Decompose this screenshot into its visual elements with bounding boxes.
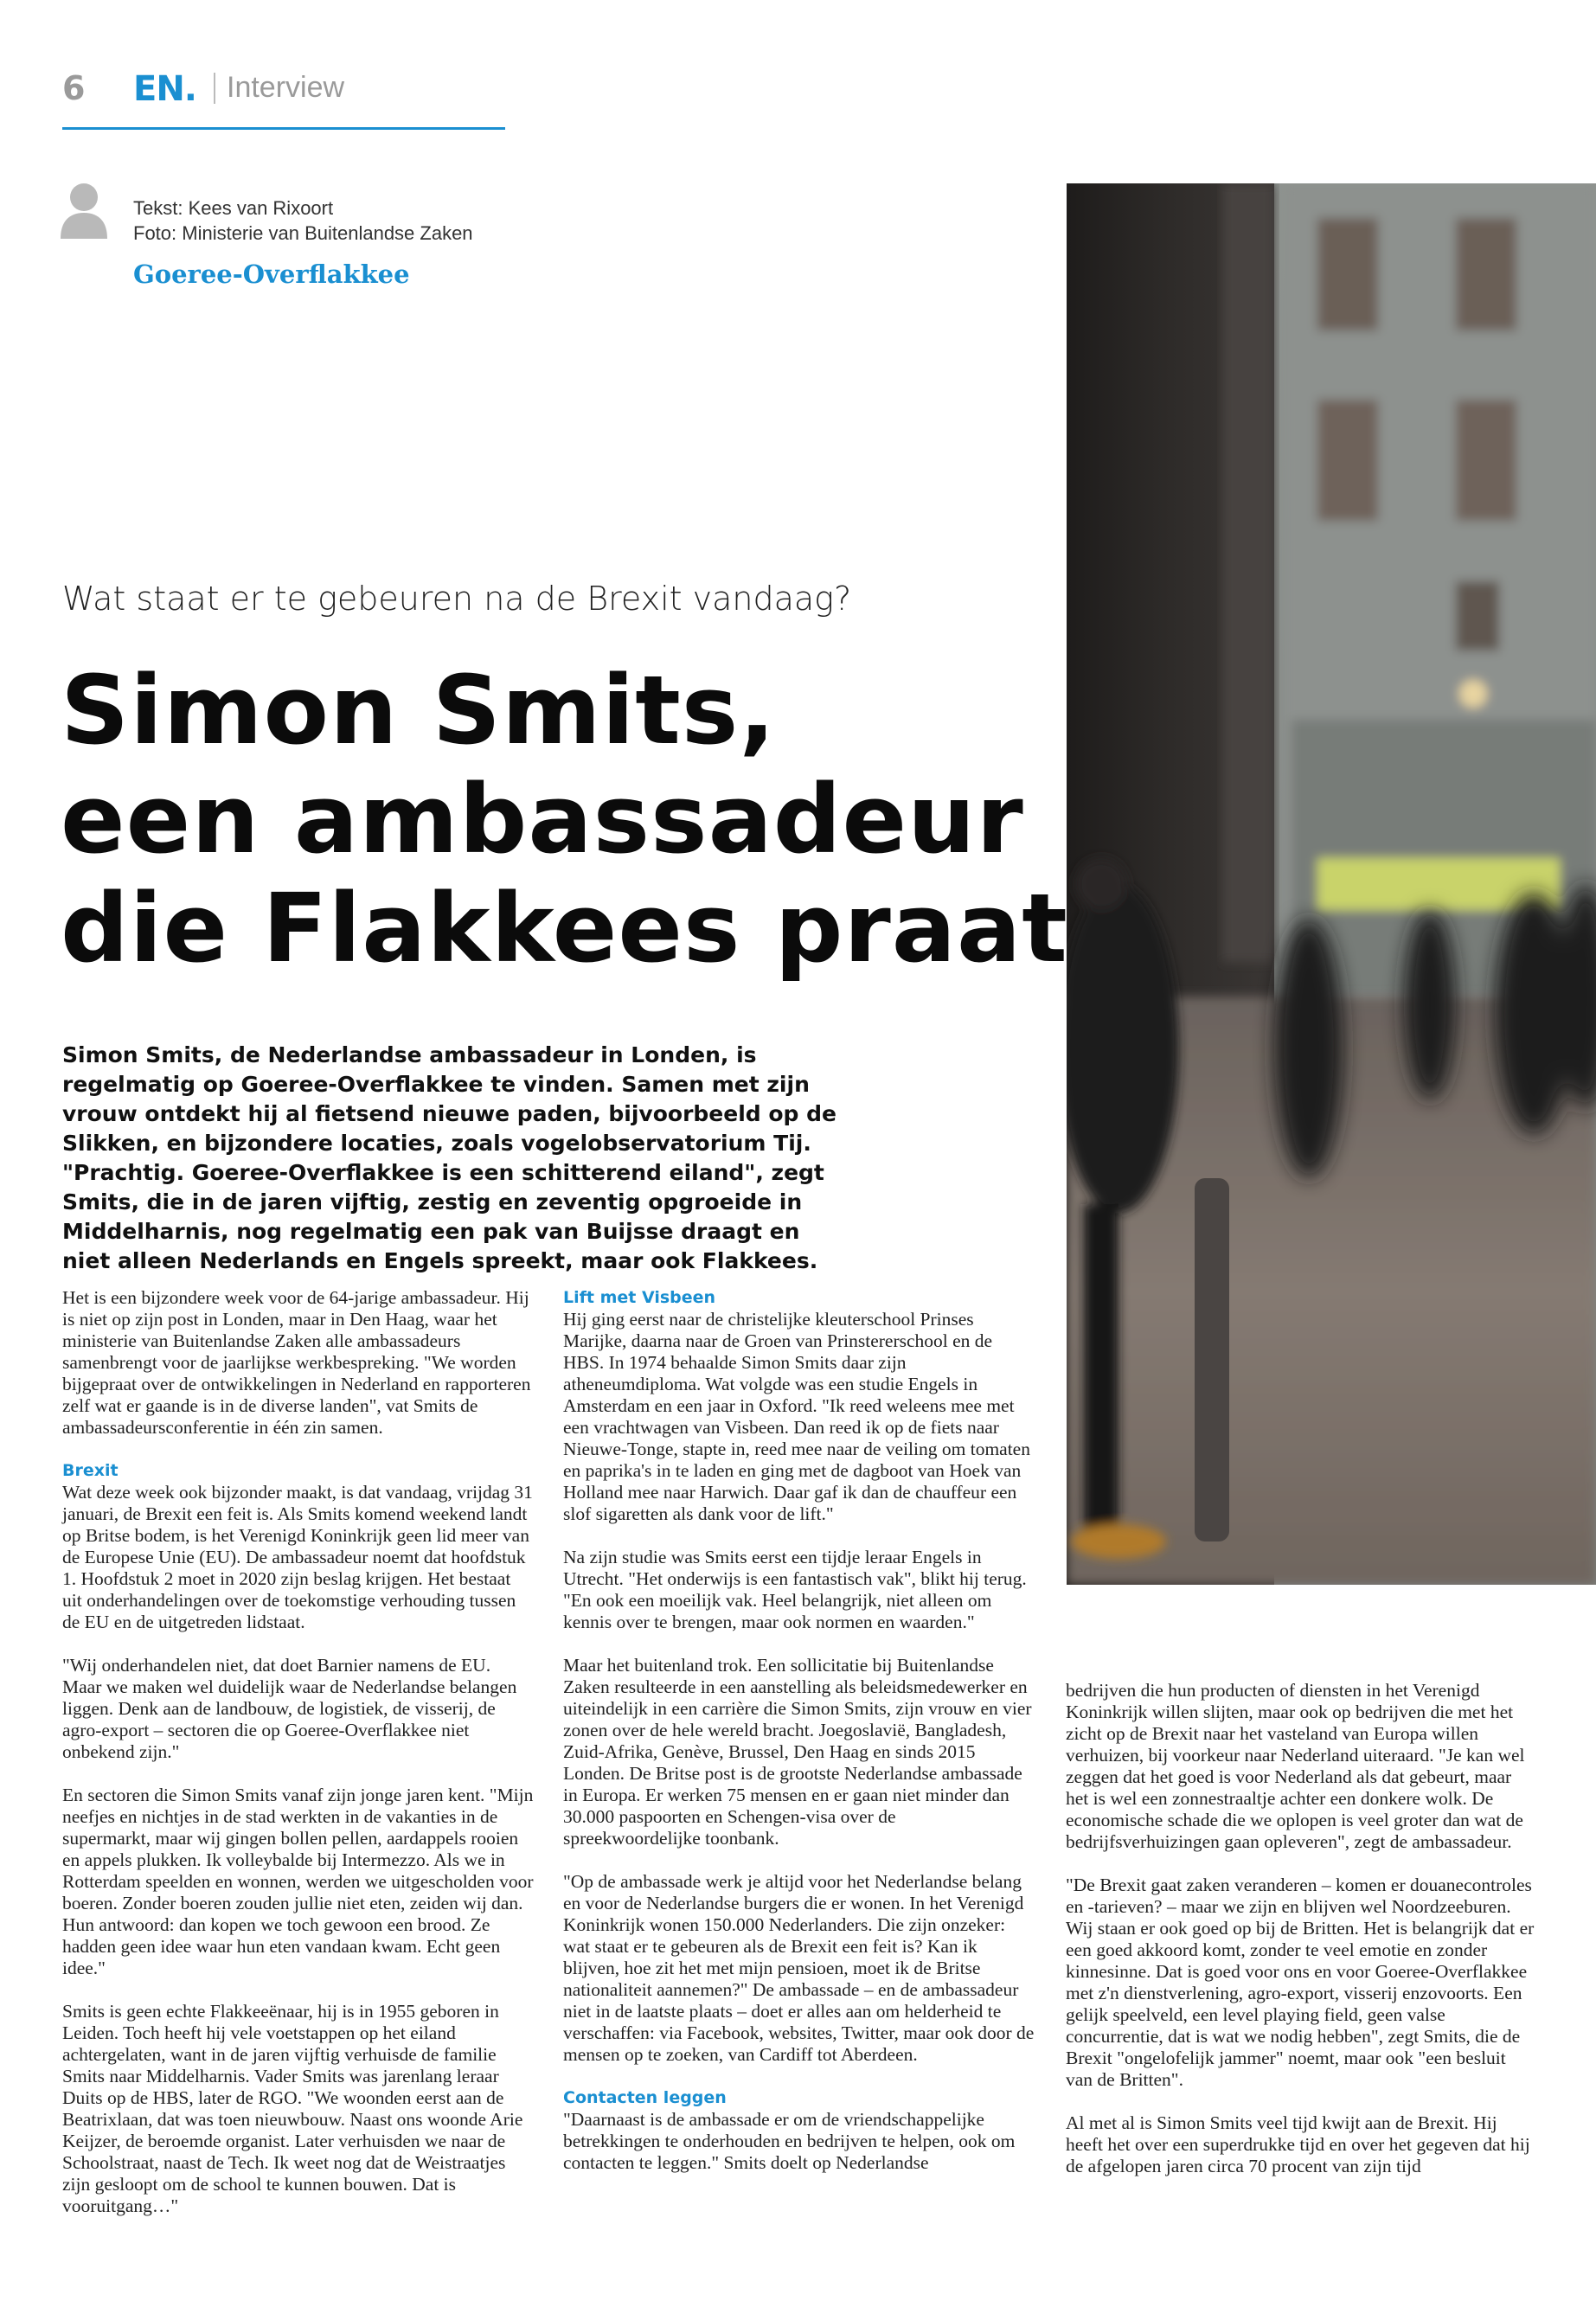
paragraph: "Op de ambassade werk je altijd voor het Nederlandse belang en voor de Nederlandse burgers die er wonen. In het Verenigd Koninkrijk wonen 150.000 Nederlanders. Die zijn onzeker: wat staat er te gebeuren als de Brexit een feit is? Kan ik blijven, hoe zit het met mijn pensioen, moet ik de Britse nationaliteit aannemen?" De ambassade – en de ambassadeur niet in de laatste plaats – doet er alles aan om helderheid te verschaffen: via Facebook, websites, Twitter, maar ook door de mensen op te zoeken, van Cardiff tot Aberdeen.: [563, 1871, 1035, 2065]
section-label: Interview: [227, 71, 345, 104]
paragraph: En sectoren die Simon Smits vanaf zijn jonge jaren kent. "Mijn neefjes en nichtjes in de stad werkten in de vakanties in de supermarkt, maar wij gingen bollen pellen, aardappels rooien en appels plukken. Ik volleybalde bij Intermezzo. Als we in Rotterdam speelden en wonnen, werden we uitgescholden voor boeren. Zonder boeren zouden jullie niet eten, zeiden wij dan. Hun antwoord: dan kopen we toch gewoon een brood. Ze hadden geen idee waar hun eten vandaan kwam. Echt geen idee.": [62, 1785, 534, 1978]
paragraph: Na zijn studie was Smits eerst een tijdje leraar Engels in Utrecht. "Het onderwijs is een fantastisch vak", blikt hij terug. "En ook een moeilijk vak. Heel belangrijk, niet alleen om kennis over te brengen, maar ook normen en waarden.": [563, 1547, 1027, 1632]
paragraph: Maar het buitenland trok. Een sollicitatie bij Buitenlandse Zaken resulteerde in een aanstelling als beleidsmedewerker en uiteindelijk in een carrière die Simon Smits, zijn vrouw en vier zonen over de hele wereld bracht. Joegoslavië, Bangladesh, Zuid-Afrika, Genève, Brussel, Den Haag en sinds 2015 Londen. De Britse post is de grootste Nederlandse ambassade in Europa. Er werken 75 mensen en er gaan niet minder dan 30.000 paspoorten en Schengen-visa over de spreekwoordelijke toonbank.: [563, 1655, 1032, 1849]
article-subtitle: Wat staat er te gebeuren na de Brexit vandaag?: [62, 580, 852, 618]
header-rule: [62, 127, 505, 130]
byline: [133, 195, 473, 246]
paragraph: "De Brexit gaat zaken veranderen – komen er douanecontroles en -tarieven? – maar we zijn en blijven wel Noordzeeburen. Wij staan er ook goed op bij de Britten. Het is belangrijk dat er een goed akkoord komt, zonder te veel emotie en zonder kinnesinne. Dat is goed voor ons en voor Goeree-Overflakkee met z'n dienstverlening, agro-export, visserij enzovoorts. Een gelijk speelveld, een level playing field, geen valse concurrentie, dat is wat we nodig hebben", zegt Smits, die de Brexit "ongelofelijk jammer" noemt, maar ook "een besluit van de Britten".: [1066, 1875, 1535, 2090]
subheading-lift-met-visbeen: Lift met Visbeen: [563, 1288, 716, 1307]
hero-photo: [1067, 183, 1596, 1585]
headline-line: Simon Smits,: [61, 655, 777, 766]
region-tag: Goeree-Overflakkee: [133, 260, 410, 289]
text-credit: Tekst: Kees van Rixoort: [133, 197, 334, 219]
person-icon: [59, 182, 109, 239]
paragraph: Smits is geen echte Flakkeeënaar, hij is in 1955 geboren in Leiden. Toch heeft hij vele voetstappen op het eiland achtergelaten, want in de jaren vijftig verhuisde de familie Smits naar Middelharnis. Vader Smits was jarenlang leraar Duits op de HBS, later de RGO. "We woonden eerst aan de Beatrixlaan, dat was toen nieuwbouw. Naast ons woonde Arie Keijzer, de beroemde organist. Later verhuisden we naar de Schoolstraat, naast de Tech. Ik weet nog dat de Weistraatjes zijn gesloopt om de school te kunnen bouwen. Dat is vooruitgang…": [62, 2001, 523, 2216]
subheading-contacten-leggen: Contacten leggen: [563, 2088, 727, 2107]
paragraph: bedrijven die hun producten of diensten in het Verenigd Koninkrijk willen slijten, maar ook op bedrijven die met het zicht op de Brexit naar het vasteland van Europa willen verhuizen, bij voorkeur naar Nederland uiteraard. "Je kan wel zeggen dat het goed is voor Nederland als dat gebeurt, maar het is wel een zonnestraaltje achter een donkere wolk. De economische schade die we oplopen is veel groter dan wat de bedrijfsverhuizingen gaan opleveren", zegt de ambassadeur.: [1066, 1680, 1525, 1852]
article-lead: Simon Smits, de Nederlandse ambassadeur in Londen, is regelmatig op Goeree-Overflakkee te vinden. Samen met zijn vrouw ontdekt hij al fietsend nieuwe paden, bijvoorbeeld op de Slikken, en bijzondere locaties, zoals vogelobservatorium Tij. "Prachtig. Goeree-Overflakkee is een schitterend eiland", zegt Smits, die in de jaren vijftig, zestig en zeventig opgroeide in Middelharnis, nog regelmatig een pak van Buijsse draagt en niet alleen Nederlands en Engels spreekt, maar ook Flakkees.: [62, 1042, 837, 1273]
body-column-3: [1066, 1680, 1537, 2199]
body-column-2: [563, 1287, 1035, 2195]
headline-line: een ambassadeur: [61, 764, 1024, 875]
paragraph: "Daarnaast is de ambassade er om de vriendschappelijke betrekkingen te onderhouden en bedrijven te helpen, ook om contacten te leggen." Smits doelt op Nederlandse: [563, 2109, 1016, 2173]
paragraph: Wat deze week ook bijzonder maakt, is dat vandaag, vrijdag 31 januari, de Brexit een feit is. Als Smits komend weekend landt op Britse bodem, is het Verenigd Koninkrijk geen lid meer van de Europese Unie (EU). De ambassadeur noemt dat hoofdstuk 1. Hoofdstuk 2 moet in 2020 zijn beslag krijgen. Het bestaat uit onderhandelingen over de toekomstige verhouding tussen de EU en de uitgetreden lidstaat.: [62, 1482, 533, 1632]
subheading-brexit: Brexit: [62, 1461, 119, 1480]
headline-line: die Flakkees praat: [61, 873, 1068, 984]
paragraph: Het is een bijzondere week voor de 64-jarige ambassadeur. Hij is niet op zijn post in Londen, maar in Den Haag, waar het ministerie van Buitenlandse Zaken alle ambassadeurs samenbrengt voor de jaarlijkse werkbespreking. "We worden bijgepraat over de ontwikkelingen in Nederland en rapporteren zelf wat er gaande is in de diverse landen", vat Smits de ambassadeursconferentie in één zin samen.: [62, 1287, 531, 1438]
body-column-1: [62, 1287, 534, 2239]
publication-logo: EN.: [133, 69, 196, 109]
header-divider: [214, 73, 215, 104]
page-number: 6: [62, 69, 86, 107]
article-headline: [61, 656, 1068, 983]
paragraph: Al met al is Simon Smits veel tijd kwijt aan de Brexit. Hij heeft het over een superdrukke tijd en over het gegeven dat hij de afgelopen jaren circa 70 procent van zijn tijd: [1066, 2112, 1530, 2176]
paragraph: "Wij onderhandelen niet, dat doet Barnier namens de EU. Maar we maken wel duidelijk waar de Nederlandse belangen liggen. Denk aan de landbouw, de logistiek, de visserij, de agro-export – sectoren die op Goeree-Overflakkee niet onbekend zijn.": [62, 1655, 517, 1762]
paragraph: Hij ging eerst naar de christelijke kleuterschool Prinses Marijke, daarna naar de Groen van Prinstererschool en de HBS. In 1974 behaalde Simon Smits daar zijn atheneumdiploma. Wat volgde was een studie Engels in Amsterdam en een jaar in Oxford. "Ik reed weleens mee met een vrachtwagen van Visbeen. Dan reed ik op de fiets naar Nieuwe-Tonge, stapte in, reed mee naar de veiling om tomaten en paprika's in te laden en ging met de dagboot van Hoek van Holland mee naar Harwich. Daar gaf ik dan de chauffeur een slof sigaretten als dank voor de lift.": [563, 1309, 1030, 1524]
photo-credit: Foto: Ministerie van Buitenlandse Zaken: [133, 222, 473, 244]
